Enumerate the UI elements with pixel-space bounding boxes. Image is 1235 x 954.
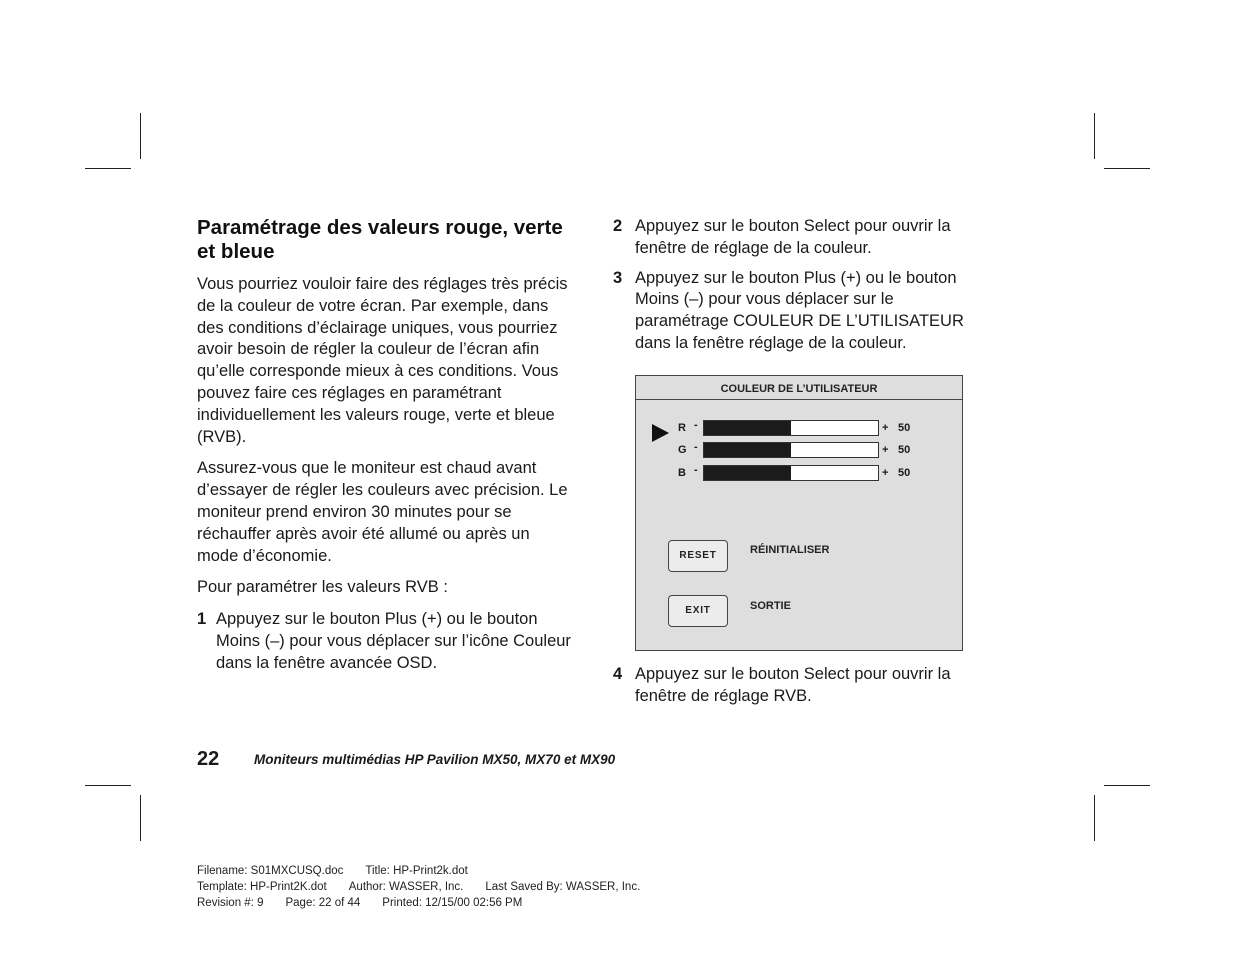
crop-mark: [1104, 785, 1150, 786]
step-text: Appuyez sur le bouton Select pour ouvrir la fenêtre de réglage de la couleur.: [635, 217, 951, 257]
meta-revision: Revision #: 9: [197, 897, 264, 909]
step-1: [197, 609, 572, 674]
meta-row: [197, 863, 662, 879]
step-number: 3: [613, 268, 623, 287]
meta-page: Page: 22 of 44: [285, 897, 361, 909]
page-footer: [197, 748, 797, 772]
meta-author: Author: WASSER, Inc.: [348, 881, 464, 893]
minus-sign: -: [694, 419, 698, 431]
crop-mark: [1094, 795, 1095, 841]
slider-label: R: [678, 422, 686, 434]
slider-fill: [704, 421, 791, 435]
step-3: [613, 268, 973, 355]
step-2: [613, 216, 973, 260]
step-text: Appuyez sur le bouton Plus (+) ou le bouton Moins (–) pour vous déplacer sur l’icône Couleur dans la fenêtre avancée OSD.: [216, 610, 571, 672]
right-column-bottom: [613, 664, 973, 716]
right-column: [613, 216, 973, 363]
reset-label: RÉINITIALISER: [750, 544, 830, 556]
meta-template: Template: HP-Print2K.dot: [197, 881, 327, 893]
crop-mark: [85, 785, 131, 786]
step-4: [613, 664, 973, 708]
selection-arrow-icon: [652, 424, 669, 442]
meta-row: [197, 879, 662, 895]
warmup-paragraph: Assurez-vous que le moniteur est chaud avant d’essayer de régler les couleurs avec précision. Le moniteur prend environ 30 minutes pour se réchauffer après avoir été allumé ou après un mode d’économie.: [197, 459, 568, 565]
slider-track[interactable]: [703, 442, 879, 458]
step-text: Appuyez sur le bouton Select pour ouvrir la fenêtre de réglage RVB.: [635, 665, 951, 705]
crop-mark: [140, 113, 141, 159]
crop-mark: [140, 795, 141, 841]
slider-fill: [704, 443, 791, 457]
meta-printed: Printed: 12/15/00 02:56 PM: [382, 897, 523, 909]
slider-label: G: [678, 444, 687, 456]
slider-value: 50: [898, 444, 911, 456]
slider-track[interactable]: [703, 465, 879, 481]
slider-value: 50: [898, 467, 911, 479]
exit-label: SORTIE: [750, 600, 791, 612]
meta-title: Title: HP-Print2k.dot: [365, 865, 468, 877]
rgb-lead-paragraph: Pour paramétrer les valeurs RVB :: [197, 578, 448, 597]
running-title: Moniteurs multimédias HP Pavilion MX50, MX70 et MX90: [254, 752, 616, 767]
plus-sign: +: [882, 422, 889, 434]
crop-mark: [1094, 113, 1095, 159]
intro-paragraph: Vous pourriez vouloir faire des réglages très précis de la couleur de votre écran. Par exemple, dans des conditions d’éclairage uniques, vous pourriez avoir besoin de régler la couleur de l’écran afin qu’elle corresponde mieux à ces conditions. Vous pouvez faire ces réglages en paramétrant individuellement les valeurs rouge, verte et bleue (RVB).: [197, 275, 568, 446]
page-number: 22: [197, 748, 220, 770]
osd-color-window: [635, 375, 963, 651]
exit-button[interactable]: EXIT: [668, 595, 728, 627]
slider-track[interactable]: [703, 420, 879, 436]
osd-title: COULEUR DE L’UTILISATEUR: [636, 376, 962, 400]
minus-sign: -: [694, 441, 698, 453]
document-metadata: [197, 863, 662, 911]
plus-sign: +: [882, 444, 889, 456]
crop-mark: [1104, 168, 1150, 169]
minus-sign: -: [694, 464, 698, 476]
step-number: 1: [197, 610, 207, 629]
step-number: 2: [613, 217, 623, 235]
left-column: [197, 216, 572, 683]
reset-button[interactable]: RESET: [668, 540, 728, 572]
section-heading: Paramétrage des valeurs rouge, verte et bleue: [197, 216, 563, 263]
meta-last-saved: Last Saved By: WASSER, Inc.: [485, 881, 641, 893]
step-text: Appuyez sur le bouton Plus (+) ou le bouton Moins (–) pour vous déplacer sur le paramétrage COULEUR DE L’UTILISATEUR dans la fenêtre réglage de la couleur.: [635, 268, 964, 352]
plus-sign: +: [882, 467, 889, 479]
step-number: 4: [613, 665, 623, 683]
slider-value: 50: [898, 422, 911, 434]
meta-row: [197, 895, 662, 911]
crop-mark: [85, 168, 131, 169]
meta-filename: Filename: S01MXCUSQ.doc: [197, 865, 344, 877]
slider-label: B: [678, 467, 686, 479]
slider-fill: [704, 466, 791, 480]
